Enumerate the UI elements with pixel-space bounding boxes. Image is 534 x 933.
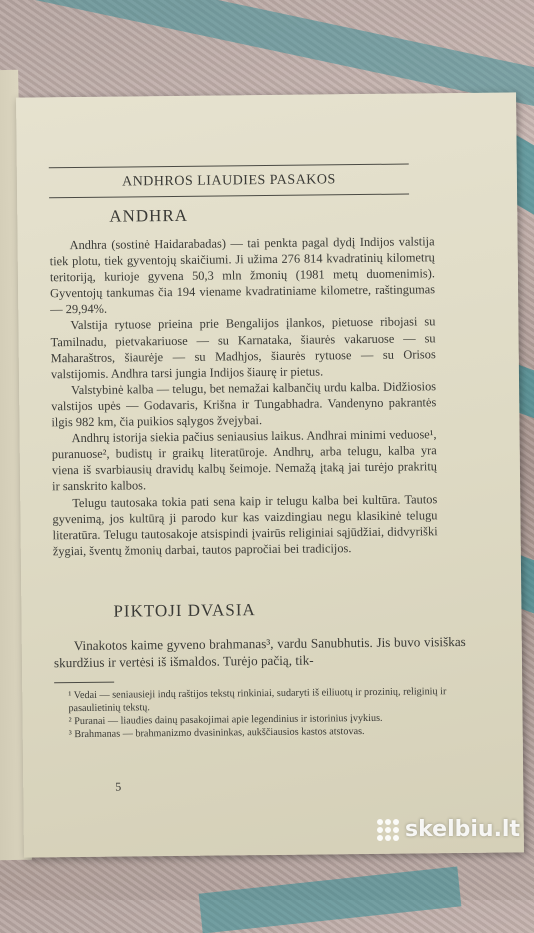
running-head: ANDHROS LIAUDIES PASAKOS <box>121 172 336 190</box>
footnote-rule <box>54 682 114 684</box>
story-text <box>54 633 466 671</box>
footnotes <box>54 685 475 741</box>
intro-text <box>49 233 437 559</box>
section-title: ANDHRA <box>109 205 189 226</box>
watermark <box>377 817 520 842</box>
story-title: PIKTOJI DVASIA <box>113 600 256 621</box>
head-rule <box>49 194 409 199</box>
watermark-text: skelbiu.lt <box>405 817 520 842</box>
footnote: ¹ Vedai — seniausieji indų raštijos tekstų rinkiniai, sudaryti iš eiliuotų ir prozinių, religinių ir pasaulietinių tekstų. <box>68 686 447 715</box>
paragraph: Andhra (sostinė Haidarabadas) — tai penkta pagal dydį Indijos valstija tiek plotu, tiek gyventojų skaičiumi. Ji užima 276 814 kvadratinių kilometrų teritoriją, kurioje gyvena 50,3 mln žmonių (1981 metų duomenimis). Gyventojų tankumas čia 194 viename kvadratiniame kilometre, raštingumas — 29,94%. <box>49 234 436 317</box>
paragraph: Valstybinė kalba — telugu, bet nemažai kalbančių urdu kalba. Didžiosios valstijos upės — Godavaris, Krišna ir Tungabhadra. Vandenyno pakrantės ilgis 982 km, čia puikios sąlygos žvejybai. <box>51 379 437 430</box>
footnote: ² Puranai — liaudies dainų pasakojimai apie legendinius ir istorinius įvykius. <box>68 712 383 728</box>
paragraph: Telugu tautosaka tokia pati sena kaip ir telugu kalba bei kultūra. Tautos gyvenimą, jos kultūrą ji parodo kur kas vaizdingiau negu klasikinė telugu literatūra. Telugu tautosakoje atsispindi įvairūs religiniai sąjūdžiai, didvyriški žygiai, šventų žmonių darbai, tautos papročiai bei tradicijos. <box>52 491 438 559</box>
paragraph: Valstija rytuose prieina prie Bengalijos įlankos, pietuose ribojasi su Tamilnadu, pietvakariuose — su Karnataka, šiaurės vakaruose — su Maharaštros, šiaurėje — su Madhjos, šiaurės rytuose — su Orisos valstijomis. Andhra tarsi jungia Indijos šiaurę ir pietus. <box>50 314 436 382</box>
paragraph: Vinakotos kaime gyveno brahmanas³, vardu Sanubhutis. Jis buvo visiškas skurdžius ir vertėsi iš išmaldos. Turėjo pačią, tik- <box>53 633 466 671</box>
book-page <box>16 92 524 857</box>
logo-dots-icon <box>377 819 399 841</box>
page-number: 5 <box>115 779 122 794</box>
paragraph: Andhrų istorija siekia pačius seniausius laikus. Andhrai minimi veduose¹, puranuose², budistų ir graikų literatūroje. Andhrų, arba telugu, kalba yra viena iš svarbiausių dravidų kalbų šeimoje. Nemažą įtaką jai turėjo prakritų ir sanskrito kalbos. <box>51 427 437 494</box>
top-rule <box>49 164 409 169</box>
footnote: ³ Brahmanas — brahmanizmo dvasininkas, aukščiausios kastos atstovas. <box>68 726 365 741</box>
